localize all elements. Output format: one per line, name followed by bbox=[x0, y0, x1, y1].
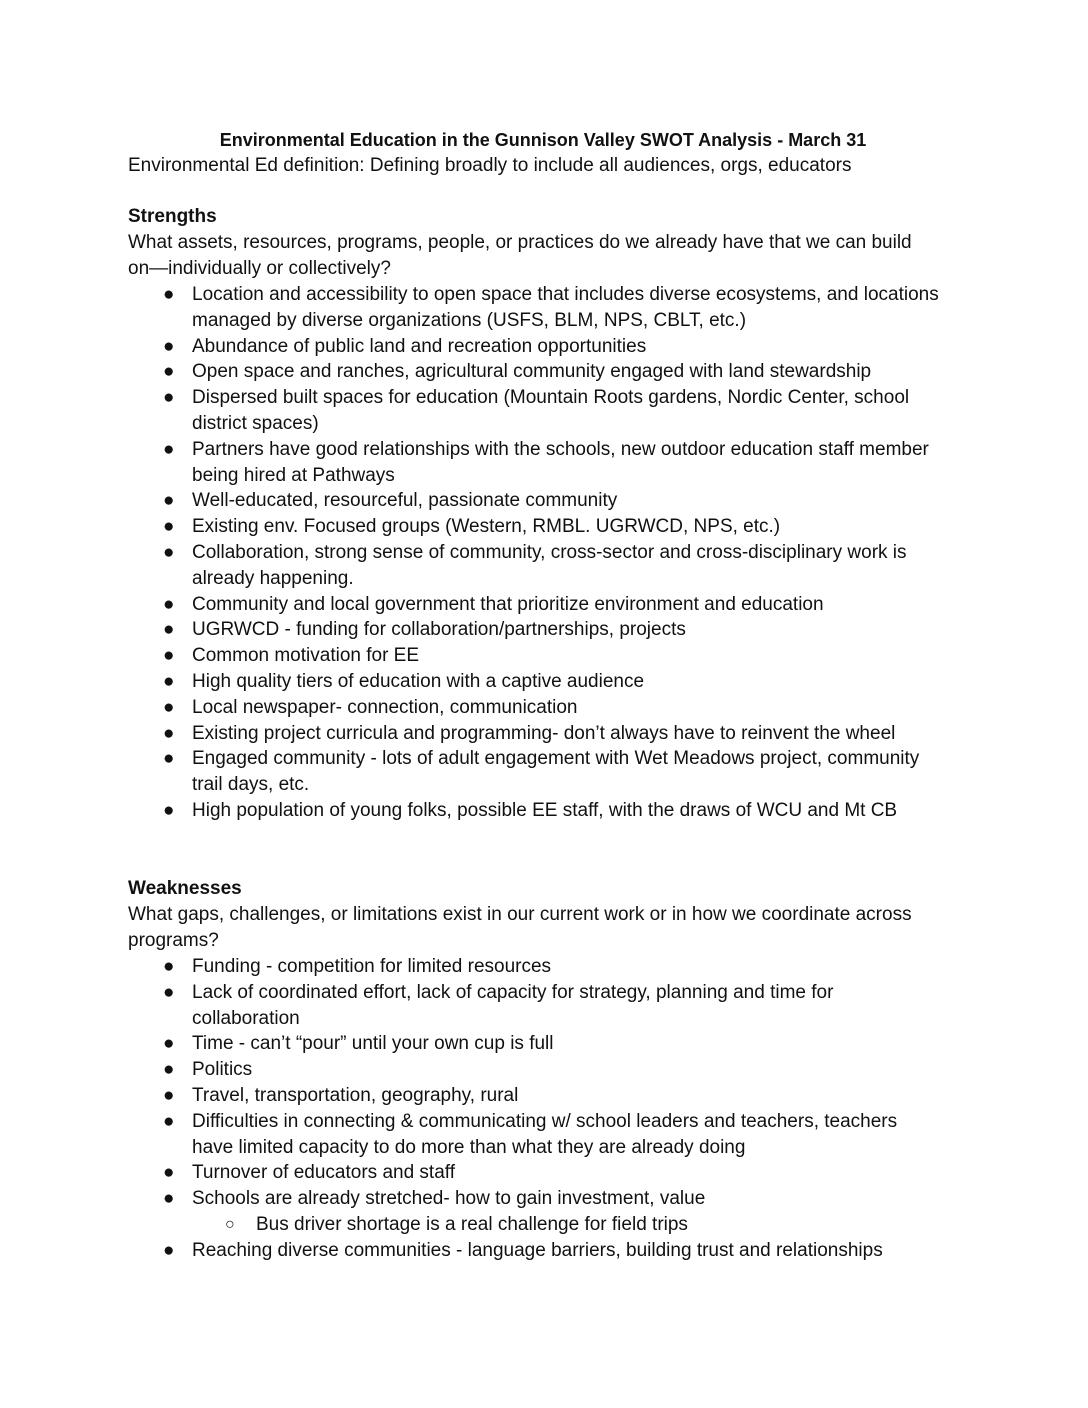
bullet-icon: ● bbox=[163, 1059, 175, 1081]
bullet-icon: ● bbox=[163, 671, 175, 692]
bullet-icon: ● bbox=[163, 361, 175, 383]
bullet-icon: ● bbox=[163, 1033, 175, 1055]
list-item-text: Existing env. Focused groups (Western, RMBL. UGRWCD, NPS, etc.) bbox=[192, 516, 781, 538]
list-item-text: Difficulties in connecting & communicating w/ school leaders and teachers, teachers bbox=[192, 1110, 898, 1132]
list-item-text: trail days, etc. bbox=[192, 774, 310, 796]
list-item-text: Schools are already stretched- how to gain investment, value bbox=[192, 1188, 706, 1210]
list-item-text: Turnover of educators and staff bbox=[192, 1162, 455, 1184]
list-item-text: Dispersed built spaces for education (Mountain Roots gardens, Nordic Center, school bbox=[192, 387, 910, 409]
list-item-text: already happening. bbox=[192, 567, 354, 589]
bullet-icon: ● bbox=[163, 696, 175, 718]
list-item-text: Collaboration, strong sense of community, cross-sector and cross-disciplinary work is bbox=[192, 542, 907, 563]
list-item-text: Community and local government that prioritize environment and education bbox=[192, 593, 824, 615]
bullet-icon: ● bbox=[163, 800, 175, 821]
sub-bullet-icon: ○ bbox=[225, 1216, 235, 1233]
weaknesses-question-line-1: What gaps, challenges, or limitations exist in our current work or in how we coordinate across bbox=[128, 904, 912, 925]
list-item-text: Funding - competition for limited resources bbox=[192, 956, 552, 977]
bullet-icon: ● bbox=[163, 1188, 175, 1210]
bullet-icon: ● bbox=[163, 516, 175, 538]
bullet-icon: ● bbox=[163, 981, 175, 1003]
weaknesses-question-line-2: programs? bbox=[128, 930, 219, 951]
bullet-icon: ● bbox=[163, 748, 175, 770]
sub-list-item-text: Bus driver shortage is a real challenge for field trips bbox=[256, 1214, 688, 1235]
bullet-icon: ● bbox=[163, 956, 175, 977]
bullet-icon: ● bbox=[163, 645, 175, 667]
bullet-icon: ● bbox=[163, 542, 175, 563]
list-item-text: Time - can’t “pour” until your own cup is full bbox=[192, 1033, 554, 1055]
list-item-text: High population of young folks, possible EE staff, with the draws of WCU and Mt CB bbox=[192, 800, 898, 821]
bullet-icon: ● bbox=[163, 438, 175, 460]
list-item-text: Well-educated, resourceful, passionate community bbox=[192, 490, 618, 512]
bullet-icon: ● bbox=[163, 1110, 175, 1132]
definition-text: Environmental Ed definition: Defining broadly to include all audiences, orgs, educators bbox=[128, 155, 852, 176]
list-item-text: Engaged community - lots of adult engagement with Wet Meadows project, community bbox=[192, 748, 920, 770]
list-item-text: Existing project curricula and programming- don’t always have to reinvent the wheel bbox=[192, 722, 896, 744]
list-item-text: Local newspaper- connection, communication bbox=[192, 696, 578, 718]
list-item-text: Location and accessibility to open space that includes diverse ecosystems, and locations bbox=[192, 284, 939, 305]
bullet-icon: ● bbox=[163, 490, 175, 512]
list-item-text: Travel, transportation, geography, rural bbox=[192, 1085, 519, 1106]
document-title: Environmental Education in the Gunnison Valley SWOT Analysis - March 31 bbox=[219, 130, 867, 150]
list-item-text: have limited capacity to do more than what they are already doing bbox=[192, 1136, 746, 1158]
list-item-text: Common motivation for EE bbox=[192, 645, 420, 667]
list-item-text: UGRWCD - funding for collaboration/partnerships, projects bbox=[192, 619, 686, 641]
bullet-icon: ● bbox=[163, 387, 175, 409]
list-item-text: managed by diverse organizations (USFS, BLM, NPS, CBLT, etc.) bbox=[192, 309, 747, 331]
bullet-icon: ● bbox=[163, 284, 175, 305]
bullet-icon: ● bbox=[163, 619, 175, 641]
bullet-icon: ● bbox=[163, 593, 175, 615]
list-item-text: Open space and ranches, agricultural community engaged with land stewardship bbox=[192, 361, 872, 383]
list-item-text: High quality tiers of education with a captive audience bbox=[192, 671, 645, 692]
list-item-text: district spaces) bbox=[192, 413, 319, 434]
list-item-text: Abundance of public land and recreation opportunities bbox=[192, 335, 647, 357]
bullet-icon: ● bbox=[163, 722, 175, 744]
strengths-heading: Strengths bbox=[128, 206, 217, 227]
list-item-text: Partners have good relationships with the schools, new outdoor education staff member bbox=[192, 438, 929, 460]
bullet-icon: ● bbox=[163, 1239, 175, 1261]
list-item-text: being hired at Pathways bbox=[192, 464, 395, 486]
strengths-question-line-2: on—individually or collectively? bbox=[128, 258, 391, 279]
list-item-text: Lack of coordinated effort, lack of capacity for strategy, planning and time for bbox=[192, 981, 834, 1003]
list-item-text: Reaching diverse communities - language barriers, building trust and relationships bbox=[192, 1239, 883, 1261]
bullet-icon: ● bbox=[163, 1162, 175, 1184]
bullet-icon: ● bbox=[163, 1085, 175, 1106]
strengths-question-line-1: What assets, resources, programs, people, or practices do we already have that we can build bbox=[128, 232, 912, 253]
list-item-text: collaboration bbox=[192, 1007, 300, 1029]
weaknesses-heading: Weaknesses bbox=[128, 878, 242, 899]
list-item-text: Politics bbox=[192, 1059, 253, 1081]
bullet-icon: ● bbox=[163, 335, 175, 357]
